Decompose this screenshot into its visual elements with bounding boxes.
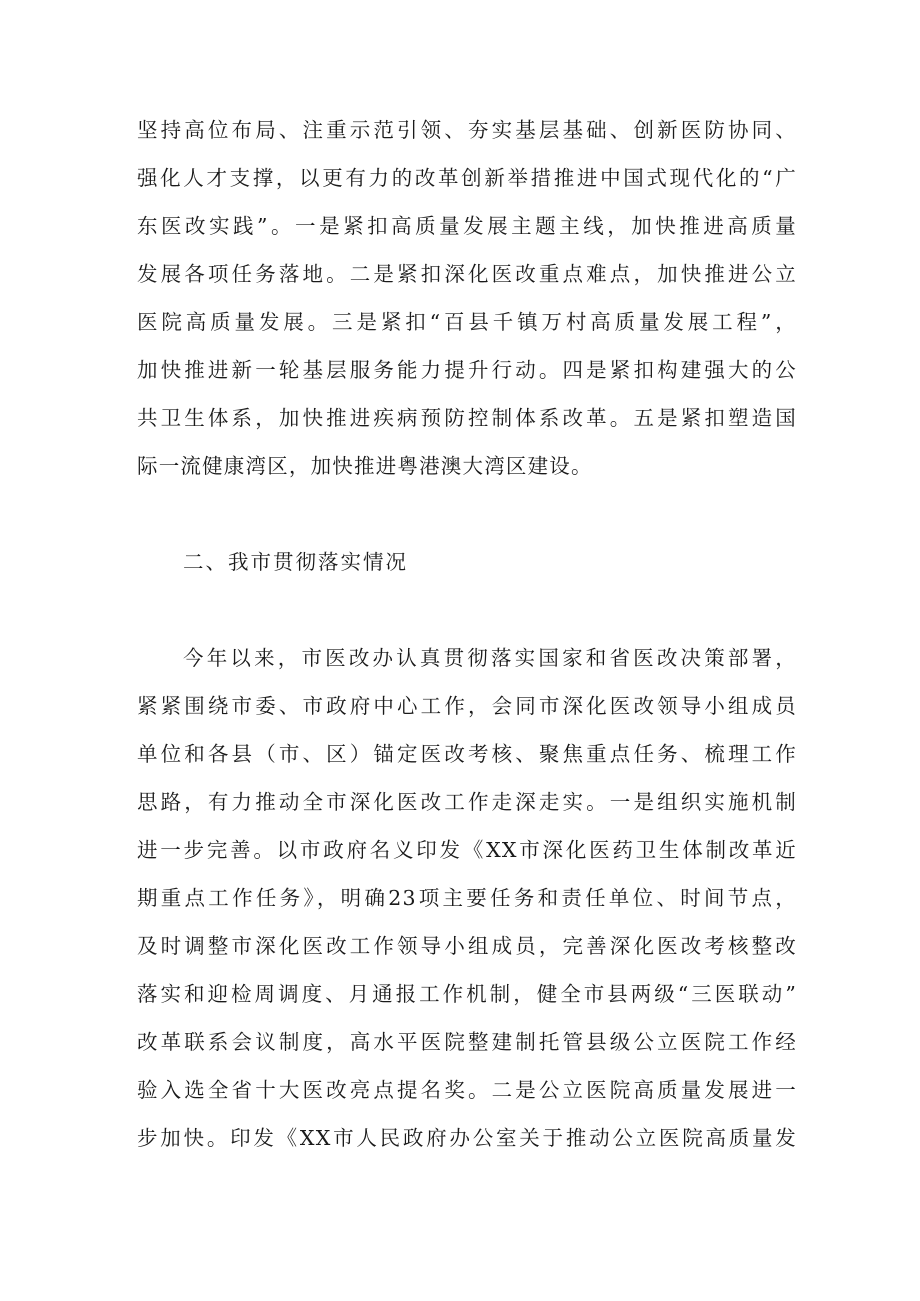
text-line: 单位和各县（市、区）锚定医改考核、聚焦重点任务、梳理工作	[137, 742, 797, 766]
text-line: 加快推进新一轮基层服务能力提升行动。四是紧扣构建强大的公	[137, 358, 797, 382]
text-line: 验入选全省十大医改亮点提名奖。二是公立医院高质量发展进一	[137, 1078, 797, 1102]
text-line: 发展各项任务落地。二是紧扣深化医改重点难点，加快推进公立	[137, 262, 797, 286]
text-line: 改革联系会议制度，高水平医院整建制托管县级公立医院工作经	[137, 1030, 797, 1054]
text-line: 医院高质量发展。三是紧扣“百县千镇万村高质量发展工程”，	[137, 310, 797, 334]
text-line: 东医改实践”。一是紧扣高质量发展主题主线，加快推进高质量	[137, 214, 797, 238]
text-line: 步加快。印发《XX市人民政府办公室关于推动公立医院高质量发	[137, 1126, 797, 1150]
text-line: 进一步完善。以市政府名义印发《XX市深化医药卫生体制改革近	[137, 838, 797, 862]
text-line: 坚持高位布局、注重示范引领、夯实基层基础、创新医防协同、	[137, 118, 797, 142]
text-line: 今年以来，市医改办认真贯彻落实国家和省医改决策部署，	[183, 646, 797, 670]
text-line: 共卫生体系，加快推进疾病预防控制体系改革。五是紧扣塑造国	[137, 406, 797, 430]
text-line: 期重点工作任务》，明确23项主要任务和责任单位、时间节点，	[137, 886, 797, 910]
section-heading: 二、我市贯彻落实情况	[183, 550, 408, 574]
text-line: 际一流健康湾区，加快推进粤港澳大湾区建设。	[137, 454, 593, 478]
text-line: 落实和迎检周调度、月通报工作机制，健全市县两级“三医联动”	[137, 982, 797, 1006]
text-line: 思路，有力推动全市深化医改工作走深走实。一是组织实施机制	[137, 790, 797, 814]
text-line: 及时调整市深化医改工作领导小组成员，完善深化医改考核整改	[137, 934, 797, 958]
text-line: 强化人才支撑，以更有力的改革创新举措推进中国式现代化的“广	[137, 166, 797, 190]
text-line: 紧紧围绕市委、市政府中心工作，会同市深化医改领导小组成员	[137, 694, 797, 718]
